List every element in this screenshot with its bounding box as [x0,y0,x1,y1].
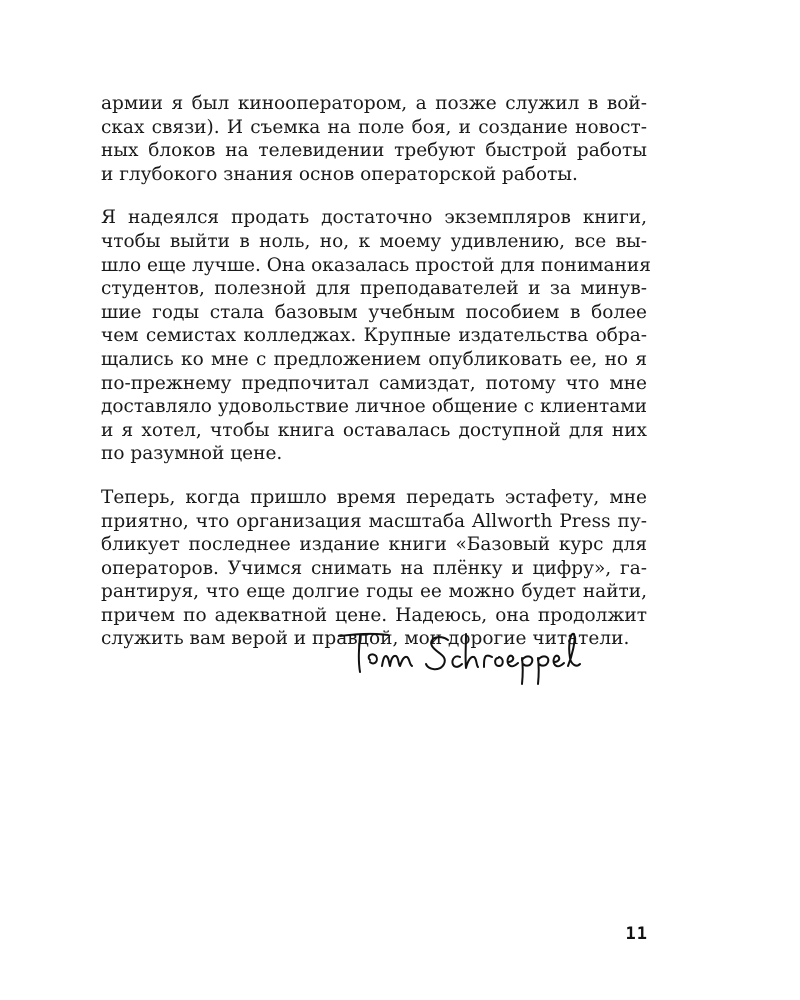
paragraph-2 [101,206,651,466]
text-line: щались ко мне с предложением опубликовать ее, но я [101,348,647,370]
text-line: приятно, что организация масштаба Allworth Press пу- [101,510,647,532]
text-line: Теперь, когда пришло время передать эстафету, мне [101,486,647,508]
text-line: Я надеялся продать достаточно экземпляров книги, [101,207,647,229]
text-line: чем семистах колледжах. Крупные издательства обра- [101,325,647,347]
text-line: ных блоков на телевидении требуют быстрой работы [101,140,647,162]
text-line: студентов, полезной для преподавателей и за минув- [101,278,647,300]
text-line: шие годы стала базовым учебным пособием в более [101,301,647,323]
signature-icon [336,626,598,686]
text-line: сках связи). И съемка на поле боя, и создание новост- [101,116,647,138]
page-number: 11 [625,924,648,944]
text-line: чтобы выйти в ноль, но, к моему удивлению, все вы- [101,230,647,252]
text-line: по-прежнему предпочитал самиздат, потому что мне [101,372,647,394]
body-text [101,92,651,671]
text-line: операторов. Учимся снимать на плёнку и цифру», га- [101,557,647,579]
text-line: рантируя, что еще долгие годы ее можно будет найти, [101,581,647,603]
text-line: шло еще лучше. Она оказалась простой для понимания [101,254,651,276]
author-signature [336,626,598,686]
text-line: армии я был кинооператором, а позже служил в вой- [101,93,647,114]
text-line: причем по адекватной цене. Надеюсь, она продолжит [101,604,647,626]
text-line: и глубокого знания основ операторской работы. [101,163,578,185]
text-line: доставляло удовольствие личное общение с клиентами [101,396,647,418]
text-line: и я хотел, чтобы книга оставалась доступной для них [101,419,647,441]
paragraph-1 [101,92,647,186]
text-line: по разумной цене. [101,443,283,465]
text-line: бликует последнее издание книги «Базовый курс для [101,534,647,556]
text-line: служить вам верой и правдой, мои дорогие читатели. [101,628,630,650]
